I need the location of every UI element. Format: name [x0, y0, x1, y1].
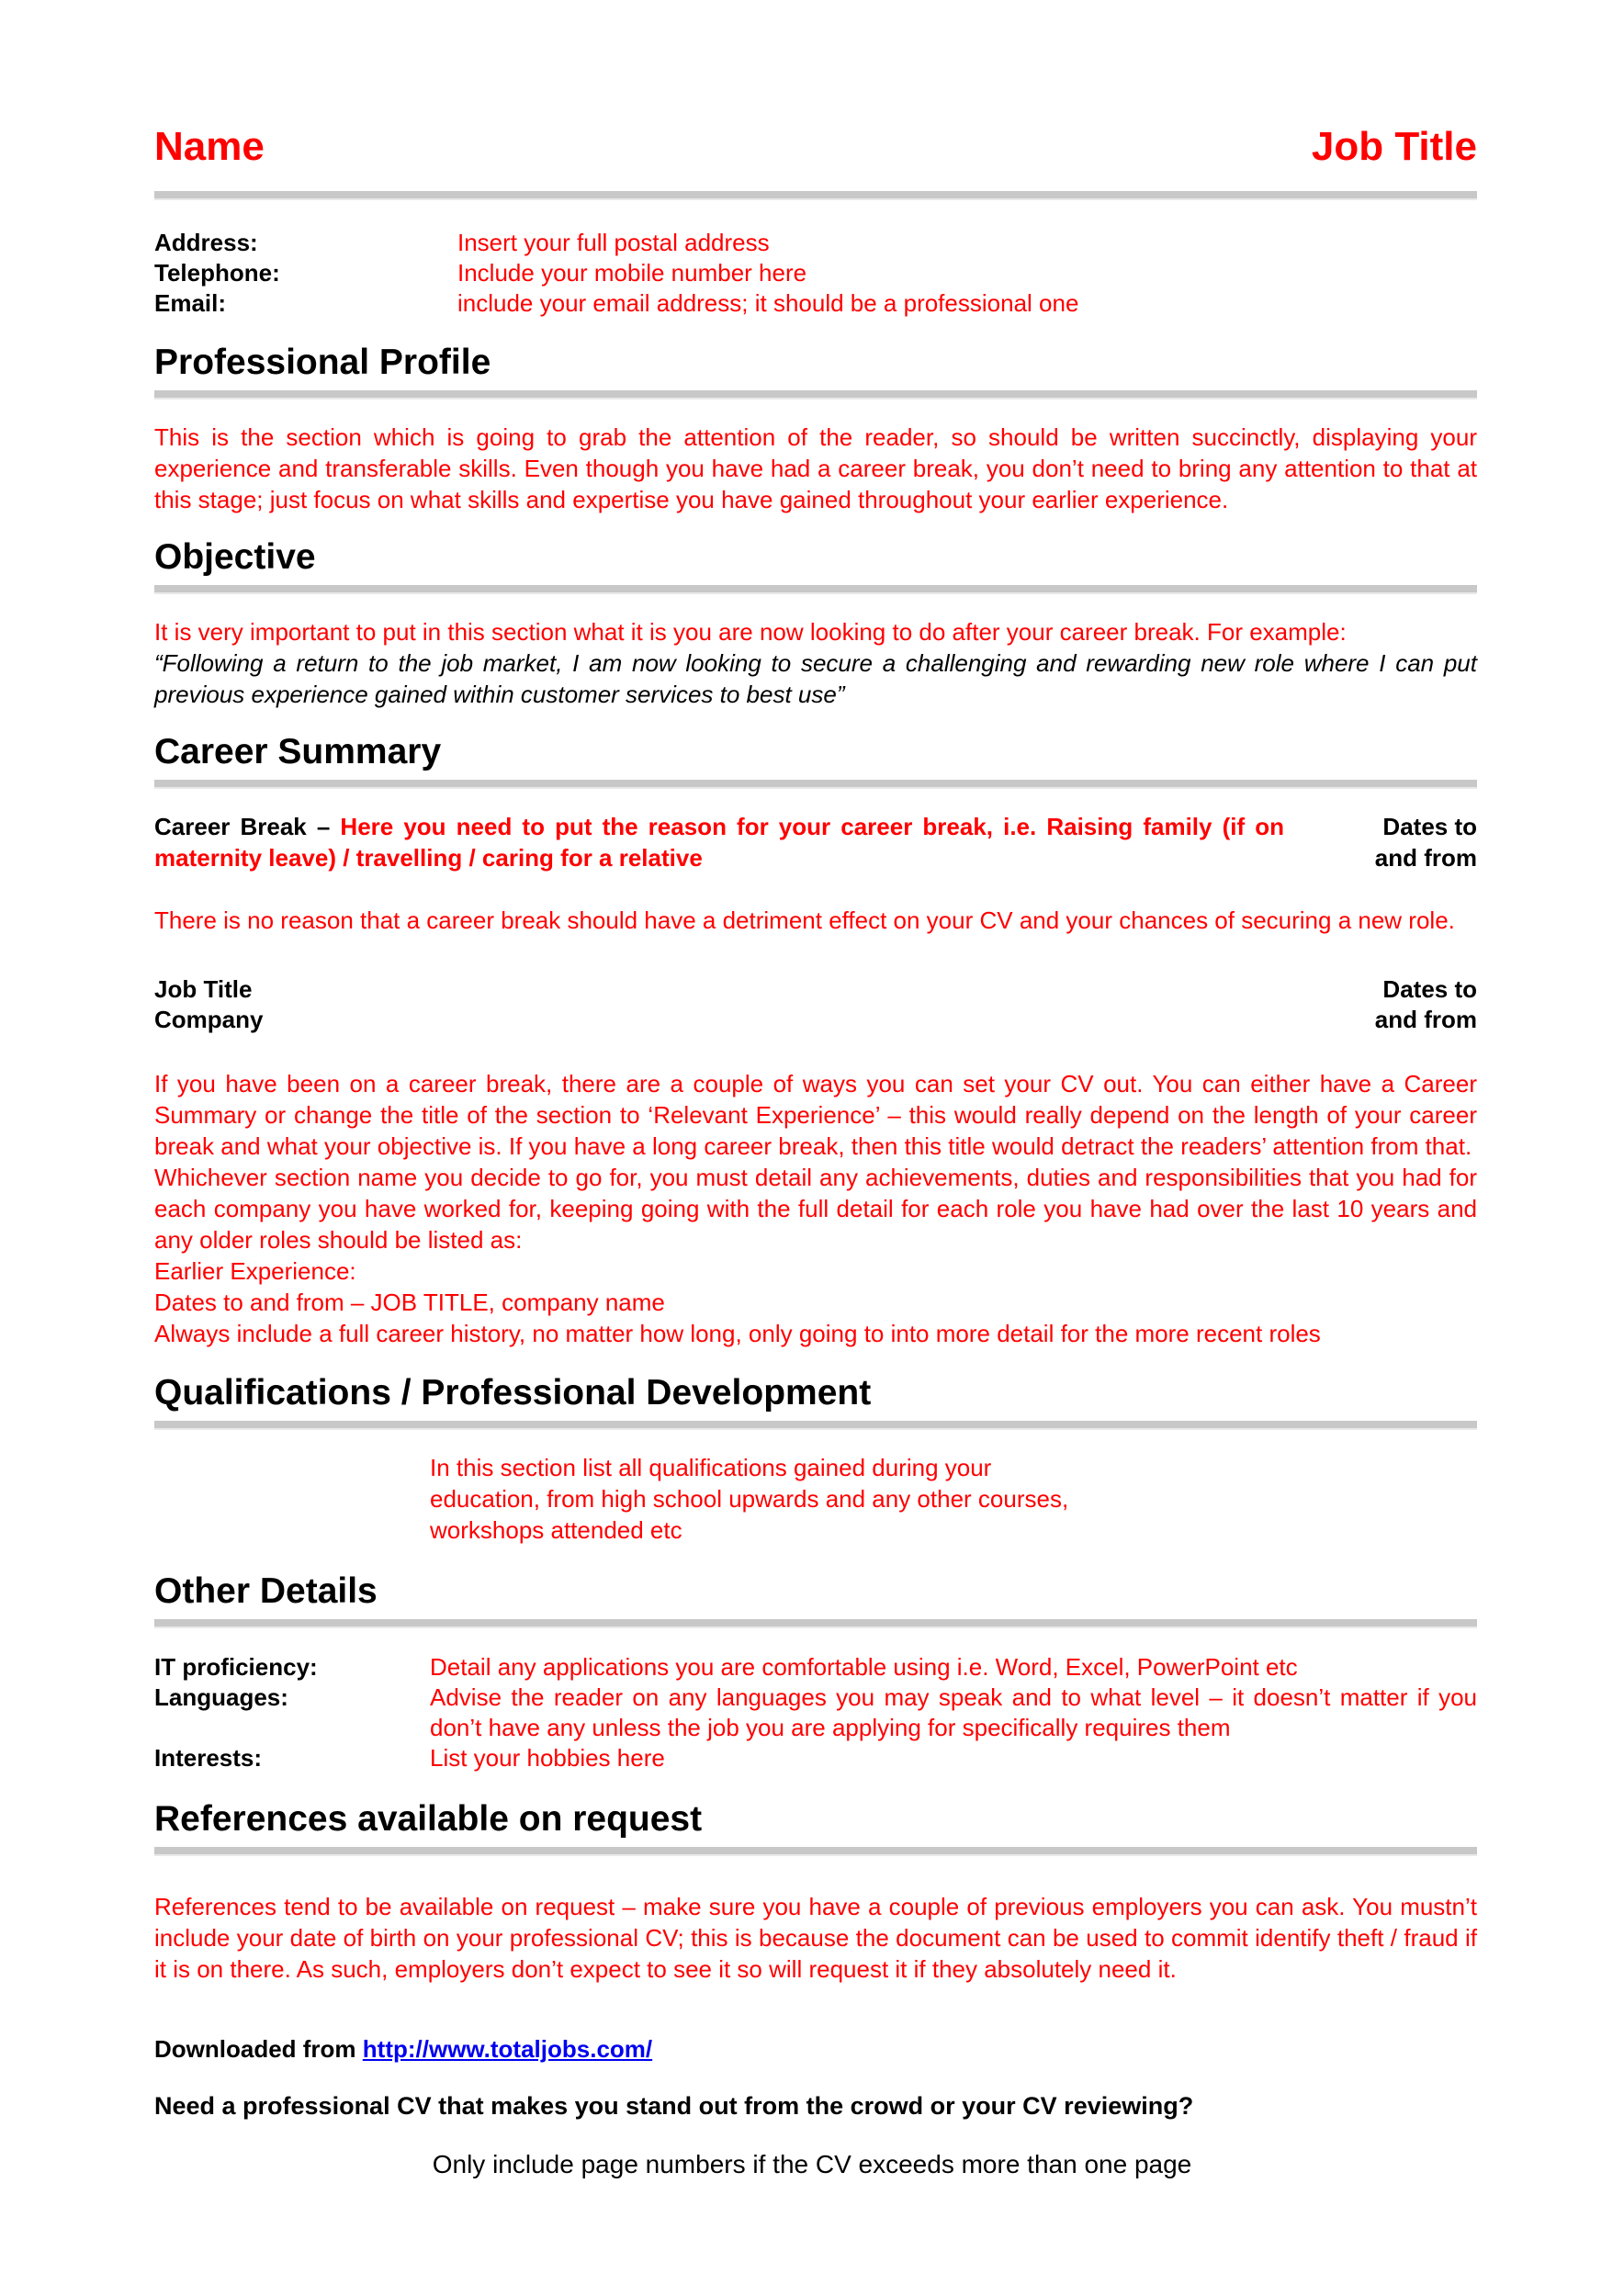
header-rule [154, 191, 1477, 200]
page-number-note: Only include page numbers if the CV exceeds more than one page [432, 2150, 1192, 2178]
references-body: References tend to be available on request – make sure you have a couple of previous employers you can ask. You mustn’t include your date of birth on your professional CV; this is because the document can be used to commit identify theft / fraud if it is on there. As such, employers don’t expect to see it so will request it if they absolutely need it. [154, 1893, 1477, 1983]
contact-row-address [154, 228, 1477, 258]
advice-paragraph-2: Whichever section name you decide to go for, you must detail any achievements, duties and responsibilities that you had for each company you have worked for, keeping going with the full detail for each role you have had over the last 10 years and any older roles should be listed as: [154, 1164, 1477, 1254]
advice-paragraph-4: Dates to and from – JOB TITLE, company name [154, 1289, 665, 1316]
it-proficiency-row [154, 1652, 1477, 1683]
it-proficiency-value: Detail any applications you are comfortable using i.e. Word, Excel, PowerPoint etc [430, 1653, 1298, 1681]
role-dates-to: Dates to [1382, 975, 1477, 1003]
role-job-title: Job Title [154, 975, 253, 1003]
contact-row-email [154, 288, 1477, 319]
advice-paragraph-1: If you have been on a career break, there are a couple of ways you can set your CV out. You can either have a Career Summary or change the title of the section to ‘Relevant Experience’ – this would really depend on the length of your career break and what your objective is. If you have a long career break, then this title would detract the readers’ attention from that. [154, 1070, 1477, 1160]
dates-to: Dates to [1382, 813, 1477, 840]
career-break-label: Career Break – [154, 813, 341, 840]
contact-block [154, 228, 1477, 319]
downloaded-prefix: Downloaded from [154, 2035, 363, 2063]
advice-paragraph-5: Always include a full career history, no matter how long, only going to into more detail for the more recent roles [154, 1320, 1321, 1347]
other-details-heading: Other Details [154, 1571, 378, 1611]
qualifications-heading: Qualifications / Professional Development [154, 1373, 872, 1412]
professional-profile-body: This is the section which is going to grab the attention of the reader, so should be written succinctly, displaying your experience and transferable skills. Even though you have had a career break, you don’t need to bring any attention to that at this stage; just focus on what skills and expertise you have gained throughout your earlier experience. [154, 423, 1477, 513]
interests-value: List your hobbies here [430, 1744, 665, 1772]
objective-rule [154, 585, 1477, 594]
objective-example-quote: “Following a return to the job market, I am now looking to secure a challenging and rewarding new role where I can put previous experience gained within customer services to best use” [154, 649, 1477, 708]
dates-from: and from [1374, 844, 1477, 872]
career-summary-rule [154, 780, 1477, 789]
professional-profile-heading: Professional Profile [154, 343, 491, 382]
it-proficiency-label: IT proficiency: [154, 1653, 318, 1681]
references-rule [154, 1847, 1477, 1856]
job-title: Job Title [1311, 124, 1477, 169]
address-value: Insert your full postal address [457, 229, 770, 256]
career-break-note: There is no reason that a career break should have a detriment effect on your CV and your chances of securing a new role. [154, 906, 1455, 934]
email-label: Email: [154, 289, 227, 317]
interests-row [154, 1743, 1477, 1773]
role-dates-from: and from [1374, 1006, 1477, 1033]
languages-row [154, 1683, 1477, 1743]
role-company: Company [154, 1006, 264, 1033]
contact-row-telephone [154, 258, 1477, 288]
other-details-rows [154, 1652, 1477, 1773]
other-details-rule [154, 1619, 1477, 1628]
email-value: include your email address; it should be a professional one [457, 289, 1079, 317]
languages-label: Languages: [154, 1683, 288, 1711]
career-summary-heading: Career Summary [154, 732, 442, 771]
totaljobs-link[interactable]: http://www.totaljobs.com/ [362, 2035, 653, 2063]
objective-intro: It is very important to put in this section what it is you are now looking to do after your career break. For example: [154, 618, 1347, 646]
career-break-dates [1375, 811, 1477, 873]
role-dates [1375, 974, 1477, 1035]
header [154, 125, 1477, 169]
role-row [154, 974, 1477, 1035]
career-break-row [154, 811, 1477, 873]
professional-profile-rule [154, 390, 1477, 400]
address-label: Address: [154, 229, 258, 256]
cv-service-question: Need a professional CV that makes you stand out from the crowd or your CV reviewing? [154, 2092, 1194, 2120]
downloaded-line [154, 2034, 1477, 2065]
telephone-label: Telephone: [154, 259, 280, 287]
candidate-name: Name [154, 124, 265, 169]
telephone-value: Include your mobile number here [457, 259, 807, 287]
career-break-text [154, 811, 1284, 873]
role-left [154, 974, 263, 1035]
advice-paragraph-3: Earlier Experience: [154, 1257, 356, 1285]
interests-label: Interests: [154, 1744, 263, 1772]
qualifications-body: In this section list all qualifications gained during your education, from high school upwards and any other courses, workshops attended etc [430, 1454, 1069, 1544]
languages-value: Advise the reader on any languages you may speak and to what level – it doesn’t matter if you don’t have any unless the job you are applying for specifically requires them [430, 1683, 1477, 1741]
career-break-detail: Here you need to put the reason for your career break, i.e. Raising family (if on maternity leave) / travelling / caring for a relative [154, 813, 1284, 872]
references-heading: References available on request [154, 1799, 703, 1839]
career-summary-advice [154, 1068, 1477, 1349]
qualifications-rule [154, 1421, 1477, 1430]
objective-heading: Objective [154, 537, 316, 577]
